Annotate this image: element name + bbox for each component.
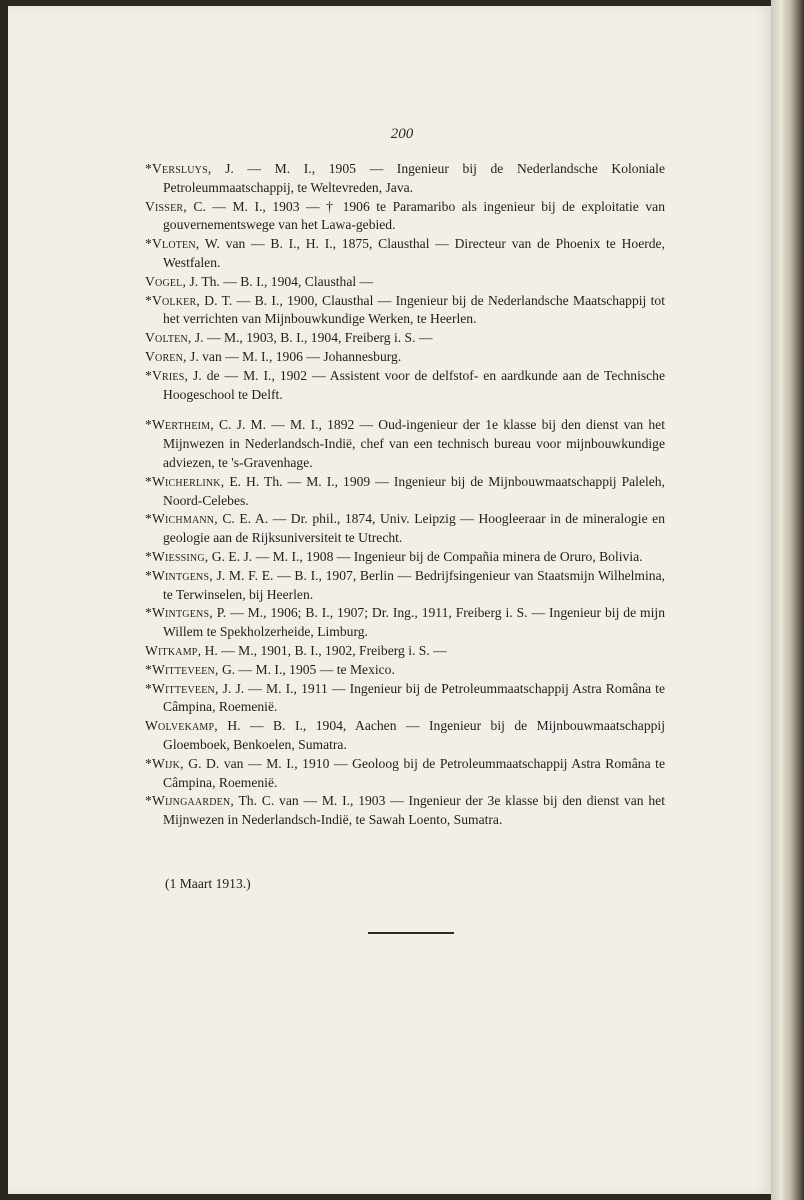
entry-details: C. J. M. — M. I., 1892 — Oud-ingenieur der 1e klasse bij den dienst van het Mijnwezen in Nederlandsch-Indië, chef van een technisch bureau voor mijnbouwkundige adviezen, te 's-Gravenhage. — [163, 417, 665, 470]
entries-group-w — [145, 416, 665, 830]
entry-details: J. — M. I., 1905 — Ingenieur bij de Nederlandsche Koloniale Petroleummaatschappij, te Weltevreden, Java. — [163, 161, 665, 195]
closing-rule — [368, 932, 454, 934]
entry-name: Volten, — [145, 330, 192, 346]
register-entry — [145, 680, 665, 718]
register-entry — [145, 292, 665, 330]
register-entry — [145, 548, 665, 567]
date-note: (1 Maart 1913.) — [165, 876, 251, 891]
register-entry — [145, 473, 665, 511]
register-entry — [145, 273, 665, 292]
register-entry — [145, 717, 665, 755]
entry-details: J. van — M. I., 1906 — Johannesburg. — [186, 348, 402, 364]
register-entries — [145, 160, 665, 830]
entry-name: *Wichmann, — [145, 511, 218, 527]
entry-details: P. — M., 1906; B. I., 1907; Dr. Ing., 1911, Freiberg i. S. — Ingenieur bij de mijn Willem te Spekholzerheide, Limburg. — [163, 605, 665, 640]
entry-details: H. — B. I., 1904, Aachen — Ingenieur bij de Mijnbouwmaatschappij Gloemboek, Benkoelen, Sumatra. — [163, 718, 665, 752]
entry-name: *Wiessing, — [145, 548, 209, 564]
register-entry — [145, 642, 665, 661]
entry-details: J. de — M. I., 1902 — Assistent voor de delfstof- en aardkunde aan de Technische Hoogeschool te Delft. — [163, 367, 665, 402]
entry-details: W. van — B. I., H. I., 1875, Clausthal — Directeur van de Phoenix te Hoerde, Westfalen. — [163, 236, 665, 270]
entry-name: *Vries, — [145, 367, 189, 383]
entry-name: *Versluys, — [145, 161, 212, 176]
entry-name: *Wijk, — [145, 755, 184, 771]
register-entry — [145, 367, 665, 405]
entry-details: J. — M., 1903, B. I., 1904, Freiberg i. S. — — [191, 330, 433, 346]
register-entry — [145, 755, 665, 793]
entry-details: Th. C. van — M. I., 1903 — Ingenieur der 3e klasse bij den dienst van het Mijnwezen in Nederlandsch-Indië, te Sawah Loento, Sumatra. — [163, 793, 665, 828]
register-entry — [145, 329, 665, 348]
entry-name: Wolvekamp, — [145, 718, 218, 734]
register-entry — [145, 510, 665, 548]
entry-name: *Wicherlink, — [145, 473, 225, 489]
entry-details: C. E. A. — Dr. phil., 1874, Univ. Leipzig — Hoogleeraar in de mineralogie en geologie aan de Rijksuniversiteit te Utrecht. — [163, 511, 665, 546]
entry-name: *Wintgens, — [145, 605, 213, 621]
book-spine — [771, 0, 804, 1200]
register-entry — [145, 235, 665, 273]
entry-name: *Wertheim, — [145, 417, 214, 433]
entry-details: G. — M. I., 1905 — te Mexico. — [218, 661, 395, 677]
entry-name: *Wintgens, — [145, 567, 213, 583]
entry-name: Voren, — [145, 348, 187, 364]
entry-details: E. H. Th. — M. I., 1909 — Ingenieur bij de Mijnbouwmaatschappij Paleleh, Noord-Celebes. — [163, 473, 665, 508]
register-entry — [145, 792, 665, 830]
entry-details: J. Th. — B. I., 1904, Clausthal — — [186, 273, 374, 289]
entries-group-v — [145, 160, 665, 404]
entry-name: *Vloten, — [145, 236, 200, 252]
entry-details: J. J. — M. I., 1911 — Ingenieur bij de Petroleummaatschappij Astra Româna te Câmpina, Roemenië. — [163, 680, 665, 715]
register-entry — [145, 567, 665, 605]
entry-details: C. — M. I., 1903 — † 1906 te Paramaribo als ingenieur bij de exploitatie van gouvernementswege van het Lawa-gebied. — [163, 198, 665, 233]
register-entry — [145, 348, 665, 367]
register-entry — [145, 198, 665, 236]
page-number: 200 — [390, 126, 414, 142]
entry-details: J. M. F. E. — B. I., 1907, Berlin — Bedrijfsingenieur van Staatsmijn Wilhelmina, te Terwinselen, bij Heerlen. — [163, 567, 665, 602]
register-entry — [145, 416, 665, 472]
entry-name: Vogel, — [145, 273, 187, 289]
register-entry — [145, 160, 665, 198]
entry-name: *Witteveen, — [145, 680, 219, 696]
entry-name: *Volker, — [145, 292, 200, 308]
entry-details: H. — M., 1901, B. I., 1902, Freiberg i. S. — — [201, 642, 447, 658]
register-entry — [145, 661, 665, 680]
entry-details: D. T. — B. I., 1900, Clausthal — Ingenieur bij de Nederlandsche Maatschappij tot het verrichten van Mijnbouwkundige Werken, te Heerlen. — [163, 292, 665, 327]
entry-name: Visser, — [145, 198, 187, 214]
entry-name: Witkamp, — [145, 642, 202, 658]
entry-name: *Wijngaarden, — [145, 793, 234, 809]
section-gap — [145, 404, 665, 416]
entry-details: G. D. van — M. I., 1910 — Geoloog bij de Petroleummaatschappij Astra Româna te Câmpina, Roemenië. — [163, 755, 665, 790]
register-entry — [145, 604, 665, 642]
entry-name: *Witteveen, — [145, 661, 219, 677]
entry-details: G. E. J. — M. I., 1908 — Ingenieur bij de Compañia minera de Oruro, Bolivia. — [208, 548, 643, 564]
